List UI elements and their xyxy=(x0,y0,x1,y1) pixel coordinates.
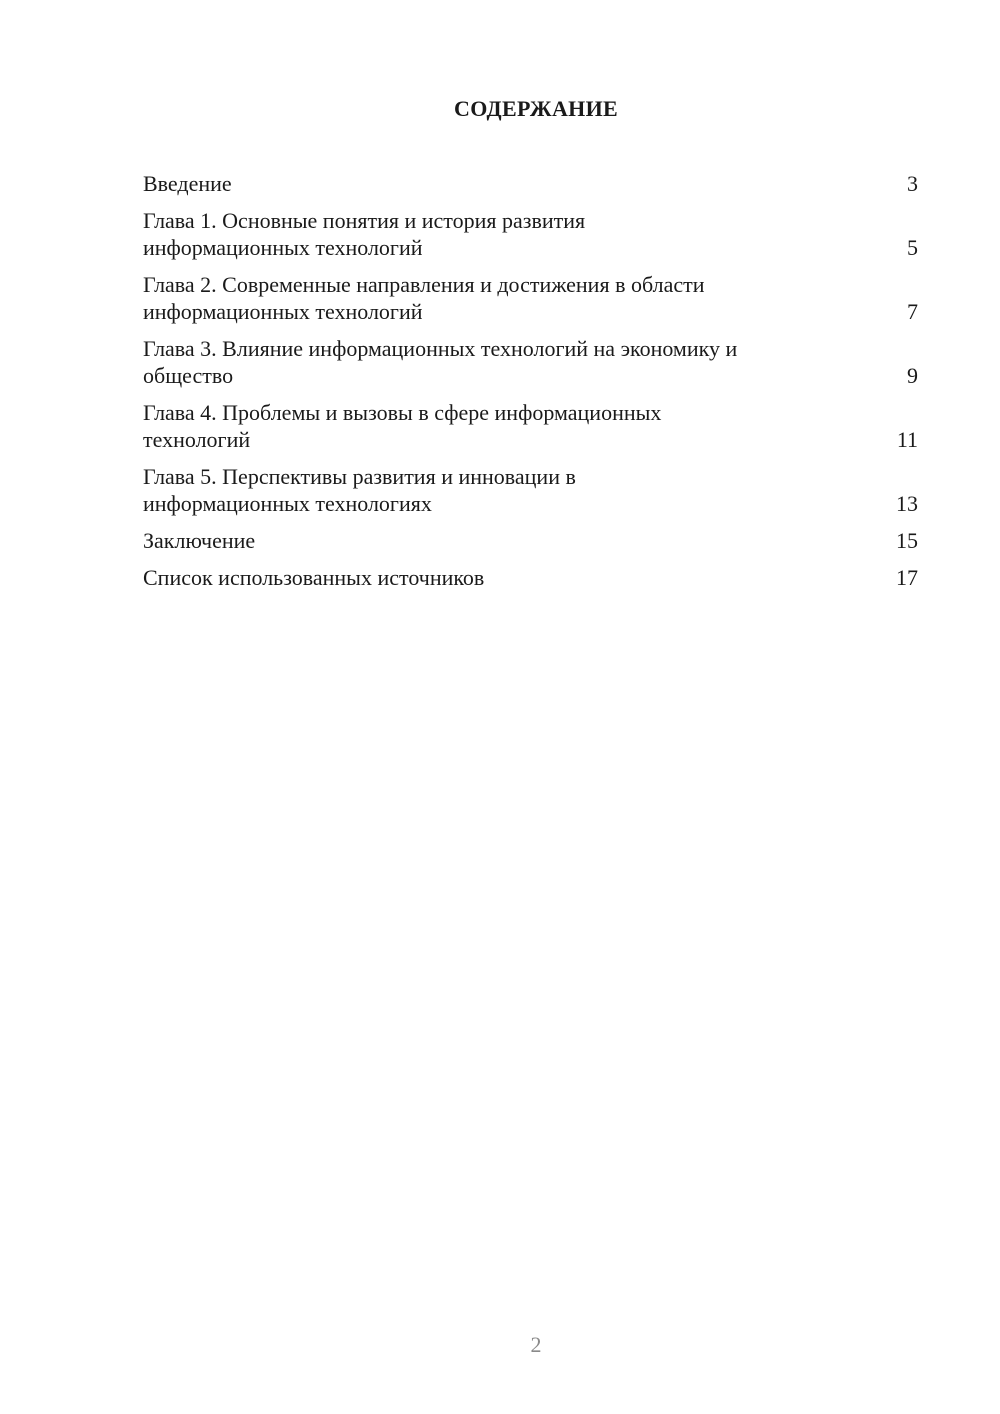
toc-entry-references xyxy=(143,564,918,591)
toc-entry-label: Глава 1. Основные понятия и история развития информационных технологий xyxy=(143,208,586,260)
toc-entry-label: Список использованных источников xyxy=(143,565,485,590)
toc-entry-chapter-3 xyxy=(143,335,918,389)
toc-entry-page: 15 xyxy=(896,528,918,553)
toc-entry-page: 7 xyxy=(907,299,918,324)
toc-entry-label: Глава 5. Перспективы развития и инновации в информационных технологиях xyxy=(143,464,576,516)
toc-entry-label: Введение xyxy=(143,171,232,196)
toc-entry-page: 11 xyxy=(896,427,918,452)
toc-entry-chapter-1 xyxy=(143,207,918,261)
toc-entry-page: 13 xyxy=(896,491,918,516)
toc-entry-label: Глава 4. Проблемы и вызовы в сфере информационных технологий xyxy=(143,400,662,452)
toc-entry-label: Заключение xyxy=(143,528,256,553)
toc-entry-conclusion xyxy=(143,527,918,554)
page-title: СОДЕРЖАНИЕ xyxy=(454,96,618,121)
toc-entry-page: 9 xyxy=(907,363,918,388)
toc-entry-chapter-2 xyxy=(143,271,918,325)
toc-entry-page: 3 xyxy=(907,171,918,196)
toc-entry-page: 5 xyxy=(907,235,918,260)
toc-entry-label: Глава 3. Влияние информационных технологий на экономику и общество xyxy=(143,336,738,388)
toc-entry-page: 17 xyxy=(896,565,918,590)
toc-entry-introduction xyxy=(143,170,918,197)
toc-entry-chapter-5 xyxy=(143,463,918,517)
toc-entry-label: Глава 2. Современные направления и достижения в области информационных технологий xyxy=(143,272,705,324)
toc-entry-chapter-4 xyxy=(143,399,918,453)
page-number: 2 xyxy=(530,1332,542,1357)
table-of-contents xyxy=(143,170,918,601)
